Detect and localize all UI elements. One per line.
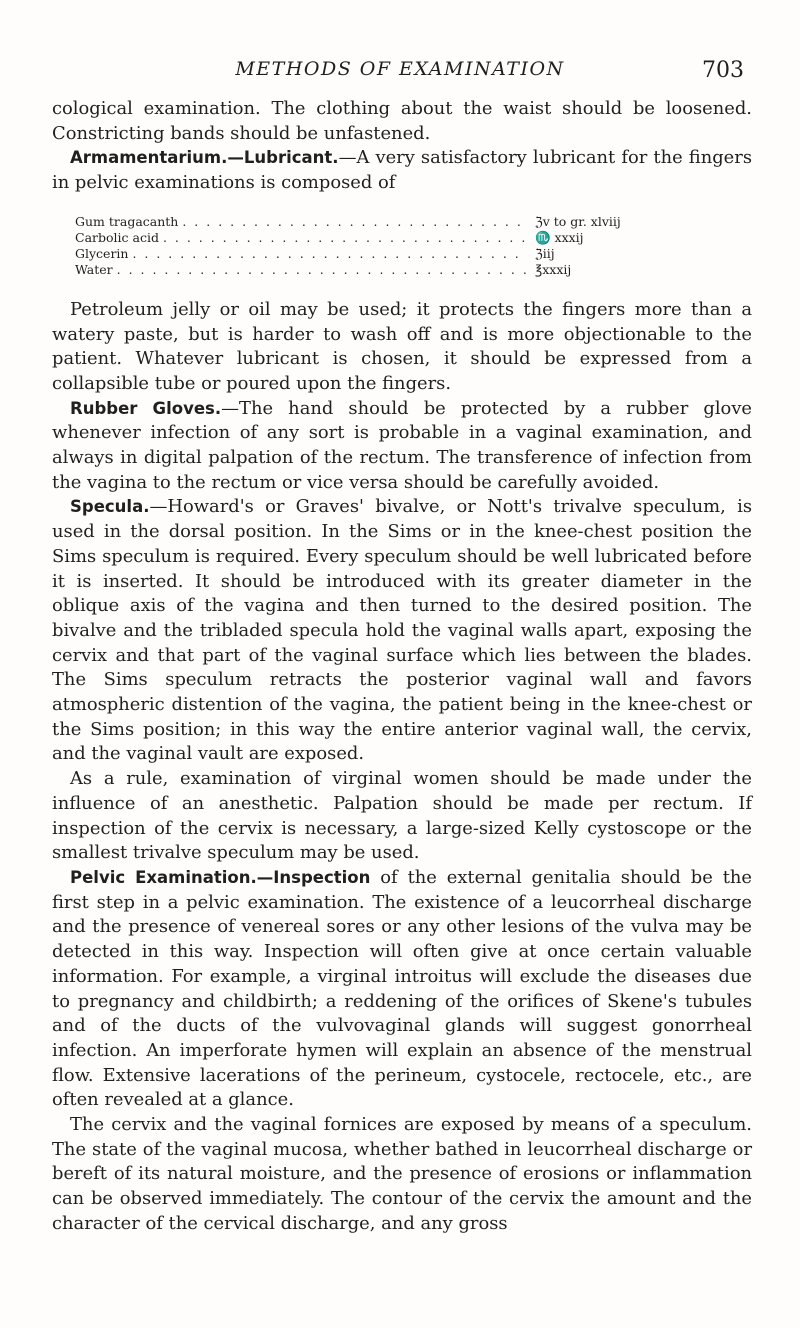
ingredient-quantity: ℨiij: [535, 245, 555, 261]
ingredient-name: Water: [75, 261, 113, 277]
paragraph-continuation: [52, 97, 752, 146]
subsection-heading: —Inspection: [256, 867, 371, 887]
leader-dots: [159, 230, 527, 246]
lubricant-recipe: [75, 214, 752, 278]
section-heading: Pelvic Examination.: [70, 867, 257, 887]
paragraph-text: —Howard's or Graves' bivalve, or Nott's trivalve speculum, is used in the dorsal position. In the Sims or in the knee-chest position the Sims speculum is required. Every speculum should be well lubricated before it is inserted. It should be introduced with its greater diameter in the oblique axis of the vagina and then turned to the desired position. The bivalve and the tribladed specula hold the vaginal walls apart, exposing the cervix and that part of the vaginal surface which lies between the blades. The Sims speculum retracts the posterior vaginal wall and favors atmospheric distention of the vagina, the patient being in the knee-chest or the Sims position; in this way the entire anterior vaginal wall, the cervix, and the vaginal vault are exposed.: [52, 496, 752, 765]
ingredient-name: Carbolic acid: [75, 229, 159, 245]
paragraph-text: —A very satisfactory lubricant for the fingers in pelvic examinations is composed of: [52, 147, 752, 194]
paragraph-rubber-gloves: [52, 397, 752, 496]
paragraph-text: The cervix and the vaginal fornices are exposed by means of a speculum. The state of the vaginal mucosa, whether bathed in leucorrheal discharge or bereft of its natural moisture, and the presence of erosions or inflammation can be observed immediately. The contour of the cervix the amount and the character of the cervical discharge, and any gross: [52, 1114, 752, 1234]
paragraph-virginal: [52, 767, 752, 866]
leader-dots: [178, 214, 527, 230]
section-heading: Armamentarium.: [70, 148, 228, 168]
paragraph-petroleum: [52, 298, 752, 397]
paragraph-text: As a rule, examination of virginal women should be made under the influence of an anesthetic. Palpation should be made per rectum. If inspection of the cervix is necessary, a large-sized Kelly cystoscope or the smallest trivalve speculum may be used.: [52, 768, 752, 864]
paragraph-text: of the external genitalia should be the first step in a pelvic examination. The existence of a leucorrheal discharge and the presence of venereal sores or any other lesions of the vulva may be detected in this way. Inspection will often give at once certain valuable information. For example, a virginal introitus will exclude the diseases due to pregnancy and childbirth; a reddening of the orifices of Skene's tubules and of the ducts of the vulvovaginal glands will suggest gonorrheal infection. An imperforate hymen will explain an absence of the menstrual flow. Extensive lacerations of the perineum, cystocele, rectocele, etc., are often revealed at a glance.: [52, 866, 752, 1111]
section-heading: Specula.: [70, 497, 150, 517]
section-heading: Rubber Gloves.: [70, 398, 222, 418]
ingredient-quantity: ℥xxxij: [535, 261, 572, 277]
leader-dots: [113, 262, 527, 278]
page-number: 703: [702, 58, 744, 83]
paragraph-cervix: [52, 1113, 752, 1237]
body-text: [52, 97, 752, 1237]
paragraph-text: —The hand should be protected by a rubber glove whenever infection of any sort is probable in a vaginal examination, and always in digital palpation of the rectum. The transference of infection from the vagina to the rectum or vice versa should be carefully avoided.: [52, 397, 753, 493]
paragraph-text: Petroleum jelly or oil may be used; it protects the fingers more than a watery paste, but is harder to wash off and is more objectionable to the patient. Whatever lubricant is chosen, it should be expressed from a collapsible tube or poured upon the fingers.: [52, 298, 752, 394]
recipe-row: [75, 246, 735, 262]
recipe-row: [75, 262, 735, 278]
recipe-row: [75, 230, 735, 246]
ingredient-quantity: ♏ xxxij: [535, 229, 584, 245]
paragraph-specula: [52, 495, 752, 767]
paragraph-pelvic-examination: [52, 866, 752, 1113]
ingredient-name: Gum tragacanth: [75, 213, 179, 229]
recipe-row: [75, 214, 735, 230]
paragraph-armamentarium: [52, 146, 752, 195]
running-header: [0, 58, 800, 88]
ingredient-quantity: ℨv to gr. xlviij: [535, 213, 621, 229]
leader-dots: [128, 246, 527, 262]
paragraph-text: cological examination. The clothing about the waist should be loosened. Constricting bands should be unfastened.: [52, 98, 752, 144]
running-title: METHODS OF EXAMINATION: [235, 58, 565, 80]
ingredient-name: Glycerin: [75, 245, 129, 261]
subsection-heading: —Lubricant.: [227, 148, 339, 168]
